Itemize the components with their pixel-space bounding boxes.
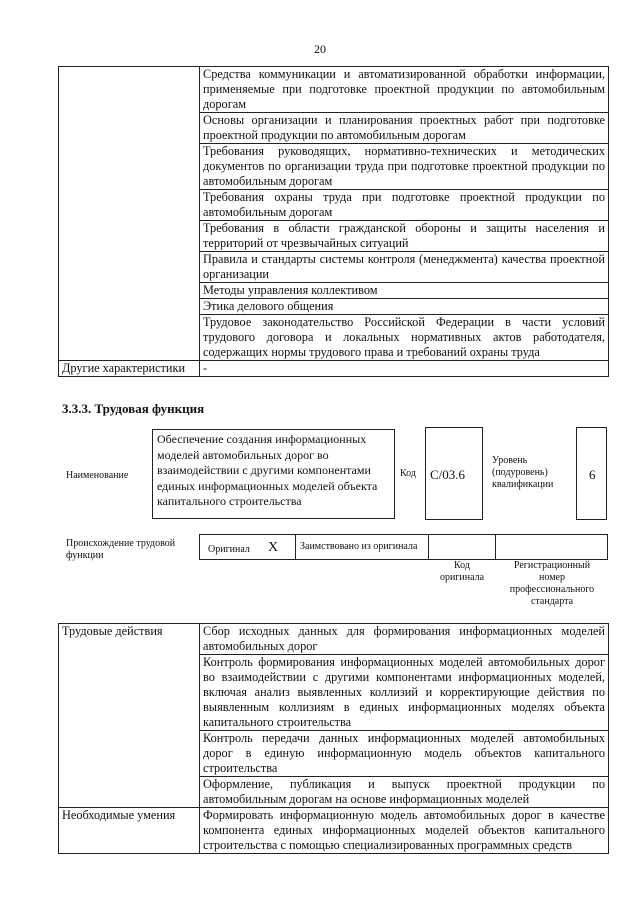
other-characteristics-label: Другие характеристики <box>59 361 200 377</box>
action-item: Контроль передачи данных информационных моделей автомобильных дорог в единую информационную модель объектов капитального строительства <box>200 731 609 777</box>
knowledge-item: Требования руководящих, нормативно-технических и методических документов по организации труда при подготовке проектной продукции по автомобильным дорогам <box>200 144 609 190</box>
skills-label: Необходимые умения <box>59 808 200 854</box>
origin-code-cell <box>428 534 496 560</box>
labor-actions-table <box>58 623 609 854</box>
knowledge-item: Требования охраны труда при подготовке проектной продукции по автомобильным дорогам <box>200 190 609 221</box>
level-label: Уровень (подуровень) квалификации <box>492 455 554 490</box>
code-label: Код <box>400 468 416 479</box>
knowledge-item: Требования в области гражданской обороны и защиты населения и территорий от чрезвычайных ситуаций <box>200 221 609 252</box>
knowledge-item: Трудовое законодательство Российской Федерации в части условий трудового договора и локальных нормативных актов работодателя, содержащих нормы трудового права и требований охраны труда <box>200 315 609 361</box>
knowledge-table <box>58 66 609 377</box>
function-name-box: Обеспечение создания информационных моделей автомобильных дорог во взаимодействии с другими компонентами единых информационных моделей объекта капитального строительства <box>152 429 395 519</box>
knowledge-item: Этика делового общения <box>200 299 609 315</box>
reg-number-cell <box>495 534 608 560</box>
origin-code-caption: Код оригинала <box>439 560 485 583</box>
action-item: Сбор исходных данных для формирования информационных моделей автомобильных дорог <box>200 624 609 655</box>
borrowed-cell <box>295 534 429 560</box>
section-heading: 3.3.3. Трудовая функция <box>62 401 205 416</box>
original-label: Оригинал <box>208 544 250 555</box>
borrowed-label: Заимствовано из оригинала <box>300 541 418 552</box>
original-mark: X <box>268 540 279 555</box>
reg-number-caption: Регистрационный номер профессионального стандарта <box>509 560 595 607</box>
page-number: 20 <box>314 42 326 56</box>
original-cell <box>199 534 296 560</box>
knowledge-item: Основы организации и планирования проектных работ при подготовке проектной продукции по автомобильным дорогам <box>200 113 609 144</box>
knowledge-label-cell <box>59 67 200 361</box>
actions-label: Трудовые действия <box>59 624 200 808</box>
action-item: Оформление, публикация и выпуск проектной продукции по автомобильным дорогам на основе информационных моделей <box>200 777 609 808</box>
level-value-box: 6 <box>576 427 607 520</box>
code-value-box: C/03.6 <box>425 427 483 520</box>
knowledge-item: Правила и стандарты системы контроля (менеджмента) качества проектной организации <box>200 252 609 283</box>
action-item: Контроль формирования информационных моделей автомобильных дорог во взаимодействии с другими компонентами информационных моделей, включая анализ выявленных коллизий и корректирующие действия по выявленным коллизиям в единых информационных моделях объекта капитального строительства <box>200 655 609 731</box>
name-label: Наименование <box>66 470 129 481</box>
knowledge-item: Средства коммуникации и автоматизированной обработки информации, применяемые при подготовке проектной продукции по автомобильным дорогам <box>200 67 609 113</box>
knowledge-item: Методы управления коллективом <box>200 283 609 299</box>
other-characteristics-value: - <box>200 361 609 377</box>
origin-label: Происхождение трудовой функции <box>66 538 176 561</box>
skill-item: Формировать информационную модель автомобильных дорог в качестве компонента единых информационных моделей объектов капитального строительства с помощью специализированных программных средств <box>200 808 609 854</box>
